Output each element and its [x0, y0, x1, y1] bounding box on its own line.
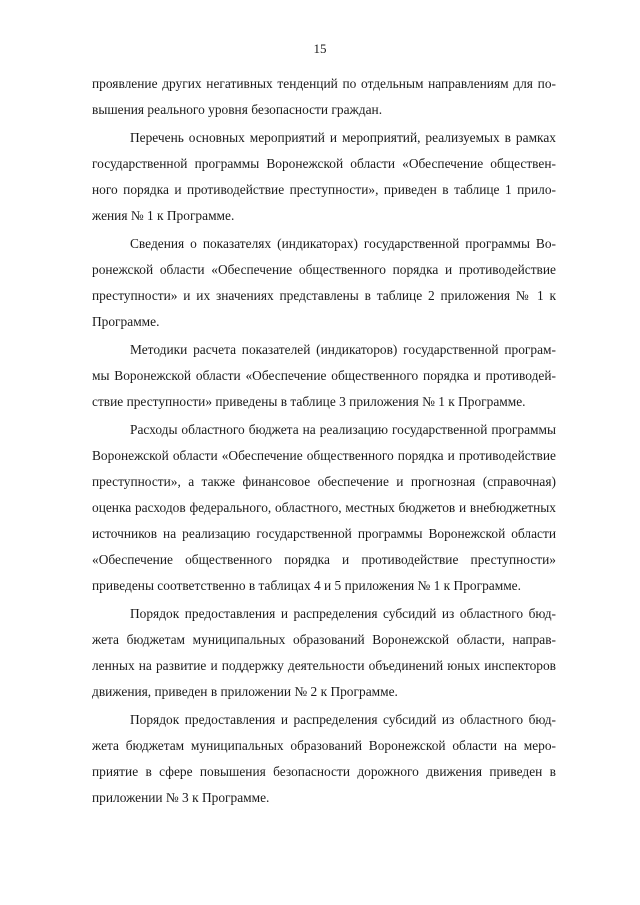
paragraph-methods: Методики расчета показателей (индикаторов) государственной программы Воронежской области «Обеспечение общественного порядка и противодействие преступности» приведены в таблице 3 приложения № 1 к Программе.	[92, 342, 556, 409]
page-number: 15	[313, 41, 327, 56]
document-body	[92, 71, 556, 813]
paragraph-indicators: Сведения о показателях (индикаторах) государственной программы Воронежской области «Обеспечение общественного порядка и противодействие преступности» и их значениях представлены в таблице 2 приложения № 1 к Программе.	[92, 236, 556, 329]
paragraph-subsidies-road-safety: Порядок предоставления и распределения субсидий из областного бюджета бюджетам муниципальных образований Воронежской области на мероприятие в сфере повышения безопасности дорожного движения приведен в приложении № 3 к Программе.	[92, 712, 556, 805]
paragraph-subsidies-young-inspectors: Порядок предоставления и распределения субсидий из областного бюджета бюджетам муниципальных образований Воронежской области, направленных на развитие и поддержку деятельности объединений юных инспекторов движения, приведен в приложении № 2 к Программе.	[92, 606, 556, 699]
paragraph-events-list: Перечень основных мероприятий и мероприятий, реализуемых в рамках государственной программы Воронежской области «Обеспечение общественного порядка и противодействие преступности», приведен в таблице 1 приложения № 1 к Программе.	[92, 130, 556, 223]
paragraph-continuation: проявление других негативных тенденций по отдельным направлениям для повышения реального уровня безопасности граждан.	[92, 76, 556, 117]
paragraph-budget-expenses: Расходы областного бюджета на реализацию государственной программы Воронежской области «Обеспечение общественного порядка и противодействие преступности», а также финансовое обеспечение и прогнозная (справочная) оценка расходов федерального, областного, местных бюджетов и внебюджетных источников на реализацию государственной программы Воронежской области «Обеспечение общественного порядка и противодействие преступности» приведены соответственно в таблицах 4 и 5 приложения № 1 к Программе.	[92, 422, 556, 593]
